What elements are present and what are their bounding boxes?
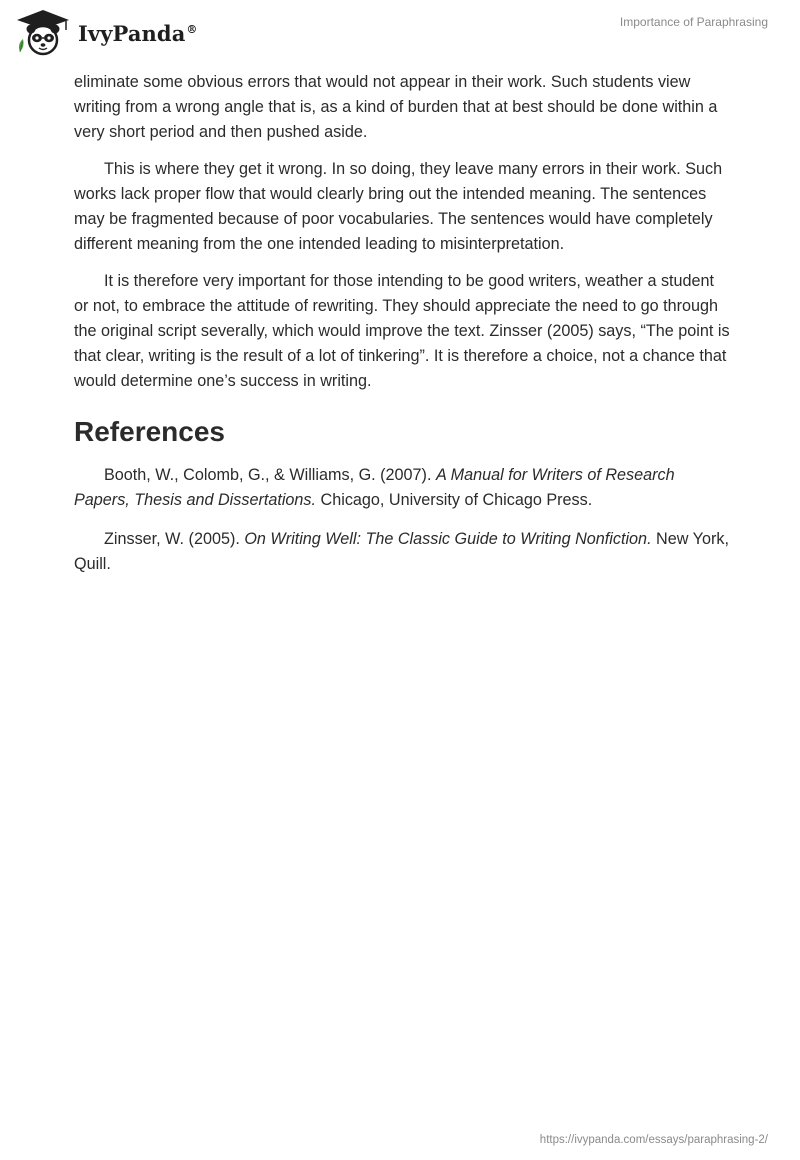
- body-paragraph: It is therefore very important for those intending to be good writers, weather a student or not, to embrace the attitude of rewriting. They should appreciate the need to go through the original script severally, which would improve the text. Zinsser (2005) says, “The point is that clear, writing is the result of a lot of tinkering”. It is therefore a choice, not a chance that would determine one’s success in writing.: [74, 272, 730, 390]
- reference-title: On Writing Well: The Classic Guide to Writing Nonfiction.: [244, 530, 652, 548]
- reference-item: [74, 527, 730, 577]
- panda-graduate-icon: [14, 8, 72, 56]
- body-paragraph: This is where they get it wrong. In so doing, they leave many errors in their work. Such works lack proper flow that would clearly bring out the intended meaning. The sentences may be fragmented because of poor vocabularies. The sentences would have completely different meaning from the one intended leading to misinterpretation.: [74, 160, 723, 253]
- brand-name: IvyPanda®: [78, 20, 198, 46]
- reference-title: A Manual for Writers of Research Papers, Thesis and Dissertations.: [74, 466, 675, 509]
- ivypanda-logo[interactable]: [14, 8, 198, 56]
- document-title: Importance of Paraphrasing: [619, 15, 768, 29]
- source-url-link[interactable]: https://ivypanda.com/essays/paraphrasing-2/: [539, 1134, 768, 1146]
- references-heading: References: [74, 416, 225, 447]
- reference-authors: Zinsser, W. (2005).: [104, 530, 245, 548]
- page-header: [0, 0, 800, 70]
- reference-item: [74, 463, 730, 513]
- essay-content: [74, 70, 730, 591]
- body-paragraph: eliminate some obvious errors that would not appear in their work. Such students view writing from a wrong angle that is, as a kind of burden that at best should be done within a very short period and then pushed aside.: [74, 73, 718, 141]
- reference-publisher: Chicago, University of Chicago Press.: [316, 491, 593, 509]
- reference-publisher: New York, Quill.: [74, 530, 729, 573]
- reference-authors: Booth, W., Colomb, G., & Williams, G. (2007).: [104, 466, 436, 484]
